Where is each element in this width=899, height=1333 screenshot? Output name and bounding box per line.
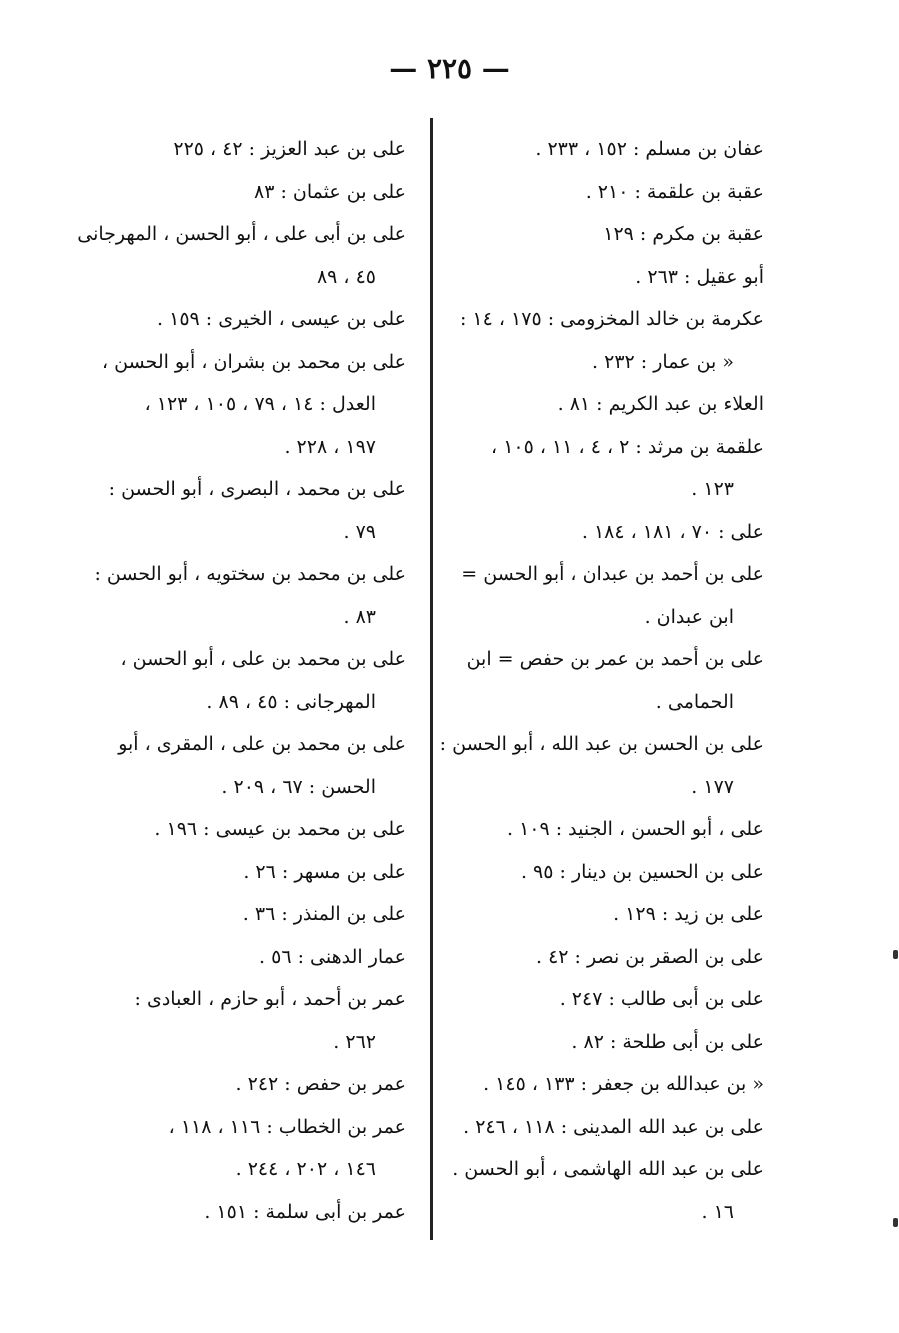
scan-speck: [893, 1218, 898, 1227]
index-entry: عكرمة بن خالد المخزومى : ١٧٥ ، ١٤ :: [459, 308, 764, 330]
index-entry: على بن المنذر : ٣٦ .: [242, 903, 406, 925]
index-entry: على بن عيسى ، الخيرى : ١٥٩ .: [157, 308, 406, 330]
index-entry-continuation: ابن عبدان .: [644, 605, 734, 628]
index-entry: « بن عبدالله بن جعفر : ١٣٣ ، ١٤٥ .: [483, 1073, 764, 1095]
index-entry: على بن محمد بن سختويه ، أبو الحسن :: [94, 563, 406, 585]
index-entry: عمر بن أحمد ، أبو حازم ، العبادى :: [134, 988, 406, 1010]
index-entry: على بن عثمان : ٨٣: [254, 180, 406, 203]
scan-speck: [893, 950, 898, 959]
index-entry: على بن عبد الله الهاشمى ، أبو الحسن .: [452, 1158, 764, 1180]
index-entry: على بن زيد : ١٢٩ .: [613, 903, 764, 925]
index-entry: على بن مسهر : ٢٦ .: [243, 860, 406, 883]
index-entry: على بن محمد بن بشران ، أبو الحسن ،: [101, 350, 406, 373]
page-number: — ٢٢٥ —: [389, 52, 510, 85]
index-entry: على بن عبد الله المدينى : ١١٨ ، ٢٤٦ .: [463, 1115, 764, 1138]
index-entry-continuation: ٨٣ .: [343, 605, 376, 628]
index-entry-continuation: ١٩٧ ، ٢٢٨ .: [284, 435, 376, 458]
index-entry-continuation: ١٤٦ ، ٢٠٢ ، ٢٤٤ .: [235, 1158, 376, 1180]
index-entry-continuation: « بن عمار : ٢٣٢ .: [592, 350, 734, 373]
index-entry-continuation: ٢٦٢ .: [333, 1030, 376, 1053]
index-entry: على بن محمد بن على ، المقرى ، أبو: [118, 733, 406, 755]
index-entry: علقمة بن مرثد : ٢ ، ٤ ، ١١ ، ١٠٥ ،: [491, 435, 764, 458]
index-entry: عمار الدهنى : ٥٦ .: [259, 945, 406, 968]
index-entry: أبو عقيل : ٢٦٣ .: [635, 265, 764, 288]
index-entry: على بن الحسن بن عبد الله ، أبو الحسن :: [439, 733, 764, 755]
index-entry: على بن أبى طالب : ٢٤٧ .: [559, 988, 764, 1010]
index-entry: على بن محمد ، البصرى ، أبو الحسن :: [108, 478, 406, 500]
index-entry: على بن محمد بن على ، أبو الحسن ،: [120, 648, 406, 670]
index-column-right: [439, 128, 764, 1233]
index-entry: على بن أحمد بن عمر بن حفص = ابن: [466, 648, 764, 670]
index-entry: على بن أبى على ، أبو الحسن ، المهرجانى: [77, 223, 406, 245]
index-entry: على بن أبى طلحة : ٨٢ .: [571, 1030, 764, 1053]
index-entry-continuation: ١٦ .: [701, 1200, 734, 1223]
index-entry-continuation: الحمامى .: [655, 690, 734, 713]
index-entry: على بن عبد العزيز : ٤٢ ، ٢٢٥: [173, 138, 406, 160]
index-entry: على بن الصقر بن نصر : ٤٢ .: [535, 945, 764, 968]
index-entry: على بن محمد بن عيسى : ١٩٦ .: [154, 818, 406, 840]
index-entry: عفان بن مسلم : ١٥٢ ، ٢٣٣ .: [535, 138, 764, 160]
column-divider: [430, 118, 433, 1240]
index-entry: عمر بن أبى سلمة : ١٥١ .: [204, 1200, 406, 1223]
index-entry: عقبة بن علقمة : ٢١٠ .: [585, 180, 764, 203]
index-entry-continuation: الحسن : ٦٧ ، ٢٠٩ .: [221, 775, 376, 798]
index-column-left: [77, 128, 406, 1233]
index-entry-continuation: ٧٩ .: [343, 520, 376, 543]
index-entry-continuation: العدل : ١٤ ، ٧٩ ، ١٠٥ ، ١٢٣ ،: [144, 393, 376, 415]
index-entry: عمر بن حفص : ٢٤٢ .: [235, 1073, 406, 1095]
index-entry: العلاء بن عبد الكريم : ٨١ .: [557, 393, 764, 415]
index-entry: على ، أبو الحسن ، الجنيد : ١٠٩ .: [506, 818, 764, 840]
index-entry: على بن أحمد بن عبدان ، أبو الحسن =: [461, 563, 764, 585]
index-entry: على بن الحسين بن دينار : ٩٥ .: [520, 860, 764, 883]
index-entry: عمر بن الخطاب : ١١٦ ، ١١٨ ،: [168, 1115, 406, 1138]
index-entry: عقبة بن مكرم : ١٢٩: [603, 223, 764, 245]
index-entry-continuation: ١٢٣ .: [691, 478, 734, 500]
index-entry-continuation: المهرجانى : ٤٥ ، ٨٩ .: [206, 690, 376, 713]
index-entry-continuation: ٤٥ ، ٨٩: [316, 265, 376, 288]
index-entry-continuation: ١٧٧ .: [691, 775, 734, 798]
index-entry: على : ٧٠ ، ١٨١ ، ١٨٤ .: [581, 520, 764, 543]
